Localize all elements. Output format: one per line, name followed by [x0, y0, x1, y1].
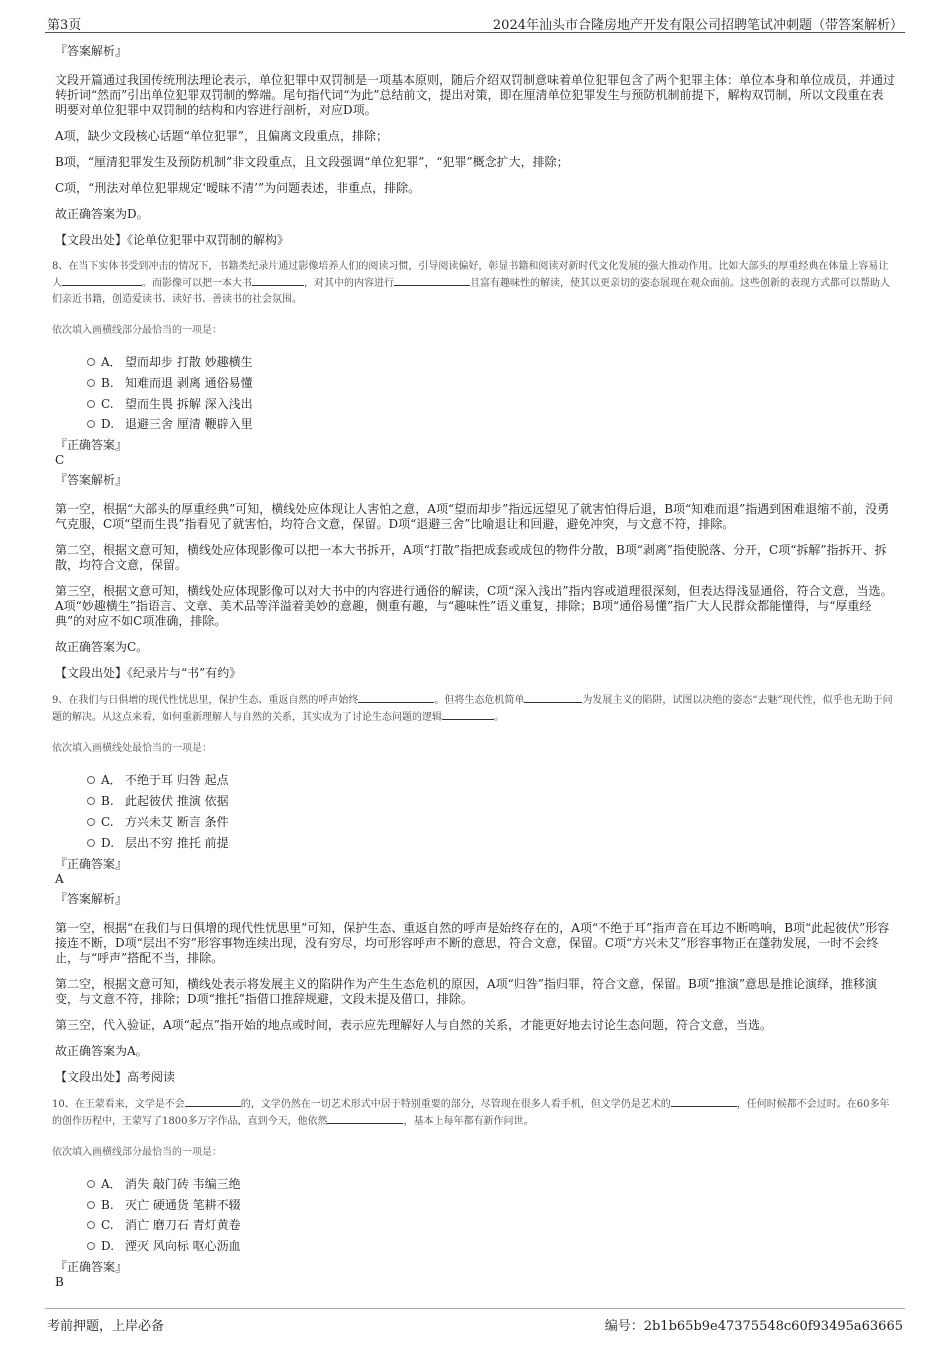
correct-answer: B — [55, 1275, 64, 1290]
correct-answer-label: 『正确答案』 — [55, 856, 128, 871]
option-list — [87, 1174, 895, 1256]
radio-icon[interactable] — [87, 776, 95, 784]
analysis-paragraph: 文段开篇通过我国传统刑法理论表示，单位犯罪中双罚制是一项基本原则，随后介绍双罚制意味着单位犯罪包含了两个犯罪主体：单位本身和单位成员，并通过转折词“然而”引出单位犯罪双罚制的弊端。尾句指代词“为此”总结前文，提出对策，即在厘清单位犯罪发生与预防机制前提下，解构双罚制，所以文段重在表明要对单位犯罪中双罚制的结构和内容进行剖析，对应D项。 — [55, 73, 896, 117]
option-c[interactable]: C. 方兴未艾 断言 条件 — [87, 812, 895, 832]
analysis-paragraph: 第三空，代入验证，A项“起点”指开始的地点或时间，表示应先理解好人与自然的关系，才能更好地去讨论生态问题，符合文意，当选。 — [55, 1017, 772, 1032]
radio-icon[interactable] — [87, 358, 95, 366]
main-content — [52, 44, 896, 1295]
option-a[interactable]: A． 望而却步 打散 妙趣横生 — [87, 352, 895, 372]
analysis-label: 『答案解析』 — [55, 44, 128, 58]
fill-blank — [62, 275, 142, 286]
option-b[interactable]: B. 此起彼伏 推演 依据 — [87, 791, 895, 811]
correct-answer: C — [55, 453, 65, 468]
analysis-conclusion: 故正确答案为A。 — [55, 1043, 148, 1058]
option-list — [87, 770, 895, 852]
radio-icon[interactable] — [87, 1180, 95, 1188]
fill-blank — [358, 692, 434, 703]
correct-answer: A — [55, 871, 64, 886]
option-list — [87, 352, 895, 434]
radio-icon[interactable] — [87, 1221, 95, 1229]
radio-icon[interactable] — [87, 420, 95, 428]
analysis-paragraph: C项，“刑法对单位犯罪规定‘暧昧不清’”为问题表述，非重点，排除。 — [55, 181, 421, 195]
analysis-conclusion: 故正确答案为D。 — [55, 207, 149, 221]
radio-icon[interactable] — [87, 1242, 95, 1250]
page-number: 第3页 — [47, 18, 82, 33]
question-instruction: 依次填入画横线部分最恰当的一项是： — [52, 325, 222, 336]
footer-code: 编号：2b1b65b9e47375548c60f93495a63665 — [604, 1319, 903, 1334]
analysis-paragraph: 第三空，根据文意可知，横线处应体现影像可以对大书中的内容进行通俗的解读，C项“深入浅出”指内容或道理很深刻，但表达得浅显通俗，符合文意，当选。A项“妙趣横生”指语言、文章、美术品等洋溢着美妙的意趣，侧重有趣，与“趣味性”语义重复，排除；B项“通俗易懂”指广大人民群众都能懂得，与“厚重经典”的对应不如C项准确，排除。 — [55, 584, 893, 629]
page-header — [45, 10, 905, 33]
analysis-label: 『答案解析』 — [55, 891, 128, 906]
analysis-paragraph: 第二空，根据文意可知，横线处应体现影像可以把一本大书拆开，A项“打散”指把成套或成包的物件分散，B项“剥离”指使脱落、分开，C项“拆解”指拆开、拆散，均符合文意，保留。 — [55, 543, 887, 573]
radio-icon[interactable] — [87, 797, 95, 805]
fill-blank — [185, 1096, 241, 1107]
source-line: 【文段出处】高考阅读 — [55, 1069, 176, 1084]
radio-icon[interactable] — [87, 1201, 95, 1209]
option-b[interactable]: B. 灭亡 硬通货 笔耕不辍 — [87, 1195, 895, 1215]
question-instruction: 依次填入画横线部分最恰当的一项是： — [52, 1146, 222, 1158]
correct-answer-label: 『正确答案』 — [55, 1260, 128, 1275]
document-title: 2024年汕头市合隆房地产开发有限公司招聘笔试冲刺题（带答案解析） — [492, 18, 903, 33]
analysis-paragraph: A项，缺少文段核心话题“单位犯罪”，且偏离文段重点，排除； — [55, 129, 388, 143]
option-a[interactable]: A． 不绝于耳 归咎 起点 — [87, 770, 895, 790]
analysis-paragraph: 第一空，根据“在我们与日俱增的现代性忧思里”可知，保护生态、重返自然的呼声是始终存在的，A项“不绝于耳”指声音在耳边不断鸣响，B项“此起彼伏”形容接连不断，D项“层出不穷”形容事物连续出现，没有穷尽，均可形容呼声不断的意思，符合文意，保留。C项“方兴未艾”形容事物正在蓬勃发展，一时不会终止，与“呼声”搭配不当，排除。 — [55, 920, 890, 965]
option-a[interactable]: A． 消失 敲门砖 韦编三绝 — [87, 1174, 895, 1194]
fill-blank — [327, 1113, 403, 1124]
page-footer — [45, 1308, 905, 1337]
fill-blank — [394, 275, 470, 286]
analysis-paragraph: B项，“厘清犯罪发生及预防机制”非文段重点，且文段强调“单位犯罪”，“犯罪”概念扩大，排除； — [55, 155, 569, 169]
option-d[interactable]: D. 退避三舍 厘清 鞭辟入里 — [87, 414, 895, 434]
source-line: 【文段出处】《纪录片与“书”有约》 — [55, 666, 242, 681]
analysis-paragraph: 第一空，根据“大部头的厚重经典”可知，横线处应体现让人害怕之意，A项“望而却步”指远远望见了就害怕得后退，B项“知难而退”指遇到困难退缩不前，没勇气克服，C项“望而生畏”指看见了就害怕，均符合文意，保留。D项“退避三舍”比喻退让和回避，避免冲突，与文意不符，排除。 — [55, 502, 890, 532]
option-b[interactable]: B. 知难而退 剥离 通俗易懂 — [87, 373, 895, 393]
analysis-conclusion: 故正确答案为C。 — [55, 640, 149, 655]
radio-icon[interactable] — [87, 839, 95, 847]
question-stem-10: 10、在王蒙看来，文学是不会 的，文学仍然在一切艺术形式中居于特别重要的部分，尽管现在很多人看手机，但文学仍是艺术的 ，任何时候都不会过时。在60多年的创作历程中，王蒙写了1800多万字作品，直到今天，他依然 ，基本上每年都有新作问世。 — [52, 1096, 895, 1130]
fill-blank — [524, 692, 582, 703]
option-d[interactable]: D. 层出不穷 推托 前提 — [87, 833, 895, 853]
fill-blank — [671, 1096, 737, 1107]
fill-blank — [442, 709, 494, 720]
option-d[interactable]: D. 湮灭 风向标 呕心沥血 — [87, 1236, 895, 1256]
radio-icon[interactable] — [87, 379, 95, 387]
option-c[interactable]: C. 望而生畏 拆解 深入浅出 — [87, 394, 895, 414]
analysis-label: 『答案解析』 — [55, 473, 128, 488]
option-c[interactable]: C. 消亡 磨刀石 青灯黄卷 — [87, 1215, 895, 1235]
fill-blank — [252, 275, 304, 286]
footer-slogan: 考前押题，上岸必备 — [47, 1319, 165, 1334]
question-instruction: 依次填入画横线处最恰当的一项是： — [52, 743, 212, 755]
radio-icon[interactable] — [87, 818, 95, 826]
radio-icon[interactable] — [87, 400, 95, 408]
question-stem-9: 9、在我们与日俱增的现代性忧思里，保护生态、重返自然的呼声始终 。但将生态危机简单 为发展主义的陷阱，试图以决绝的姿态“去魅”现代性，似乎也无助于问题的解决。从这点来看，如何重新理解人与自然的关系，其实成为了讨论生态问题的逻辑 。 — [52, 692, 895, 726]
correct-answer-label: 『正确答案』 — [55, 438, 128, 453]
source-line: 【文段出处】《论单位犯罪中双罚制的解构》 — [55, 233, 290, 247]
analysis-paragraph: 第二空，根据文意可知，横线处表示将发展主义的陷阱作为产生生态危机的原因，A项“归咎”指归罪，符合文意，保留。B项“推演”意思是推论演绎，推移演变，与文意不符，排除；D项“推托”指借口推辞规避，文段未提及借口，排除。 — [55, 976, 878, 1006]
question-stem-8: 8、在当下实体书受到冲击的情况下，书籍类纪录片通过影像培养人们的阅读习惯，引导阅读偏好，彰显书籍和阅读对新时代文化发展的强大推动作用。比如大部头的厚重经典在体量上容易让人 。而影像可以把一本大书 ，对其中的内容进行 且富有趣味性的解读，使其以更亲切的姿态展现在观众面前。这些创新的表现方式都可以帮助人们亲近书籍，创造爱读书、读好书、善读书的社会氛围。 — [52, 261, 890, 305]
